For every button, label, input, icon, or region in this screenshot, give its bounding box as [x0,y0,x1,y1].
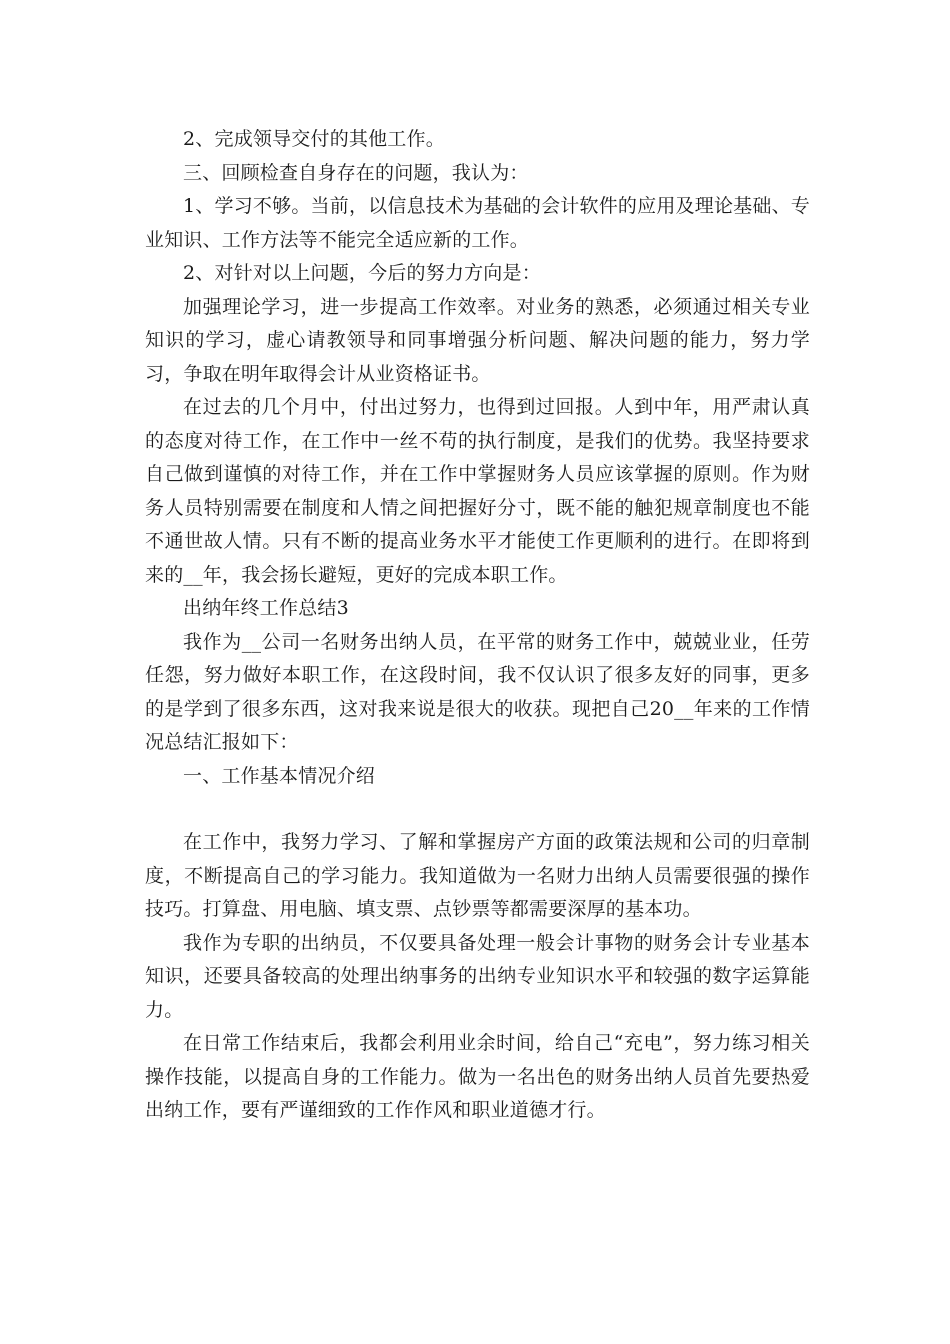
paragraph-theory-study: 加强理论学习，进一步提高工作效率。对业务的熟悉，必须通过相关专业知识的学习，虚心请教领导和同事增强分析问题、解决问题的能力，努力学习，争取在明年取得会计从业资格证书。 [145,295,810,385]
paragraph-past-months: 在过去的几个月中，付出过努力，也得到过回报。人到中年，用严肃认真的态度对待工作，在工作中一丝不苟的执行制度，是我们的优势。我坚持要求自己做到谨慎的对待工作，并在工作中掌握财务人员应该掌握的原则。作为财务人员特别需要在制度和人情之间把握好分寸，既不能的触犯规章制度也不能不通世故人情。只有不断的提高业务水平才能使工作更顺利的进行。在即将到来的__年，我会扬长避短，更好的完成本职工作。 [145,396,810,586]
paragraph-learning-shortfall: 1、学习不够。当前，以信息技术为基础的会计软件的应用及理论基础、专业知识、工作方法等不能完全适应新的工作。 [145,195,810,251]
paragraph-introduction: 我作为__公司一名财务出纳人员，在平常的财务工作中，兢兢业业，任劳任怨，努力做好本职工作，在这段时间，我不仅认识了很多友好的同事，更多的是学到了很多东西，这对我来说是很大的收获。现把自己20__年来的工作情况总结汇报如下： [145,630,810,753]
paragraph-improvement-direction: 2、对针对以上问题，今后的努力方向是： [183,262,541,284]
paragraph-item-completion: 2、完成领导交付的其他工作。 [183,128,445,150]
paragraph-work-learning: 在工作中，我努力学习、了解和掌握房产方面的政策法规和公司的归章制度，不断提高自己的学习能力。我知道做为一名财力出纳人员需要很强的操作技巧。打算盘、用电脑、填支票、点钞票等都需要深厚的基本功。 [145,831,810,920]
paragraph-self-improvement: 在日常工作结束后，我都会利用业余时间，给自己“充电”，努力练习相关操作技能，以提高自身的工作能力。做为一名出色的财务出纳人员首先要热爱出纳工作，要有严谨细致的工作作风和职业道德才行。 [145,1032,810,1121]
section-heading-basic-situation: 一、工作基本情况介绍 [183,764,376,787]
paragraph-cashier-knowledge: 我作为专职的出纳员，不仅要具备处理一般会计事物的财务会计专业基本知识，还要具备较高的处理出纳事务的出纳专业知识水平和较强的数字运算能力。 [145,931,810,1021]
document-body [145,123,810,1128]
section-title-summary-3: 出纳年终工作总结3 [183,597,349,619]
section-heading-problems: 三、回顾检查自身存在的问题，我认为： [183,161,529,184]
blank-line [145,793,810,826]
